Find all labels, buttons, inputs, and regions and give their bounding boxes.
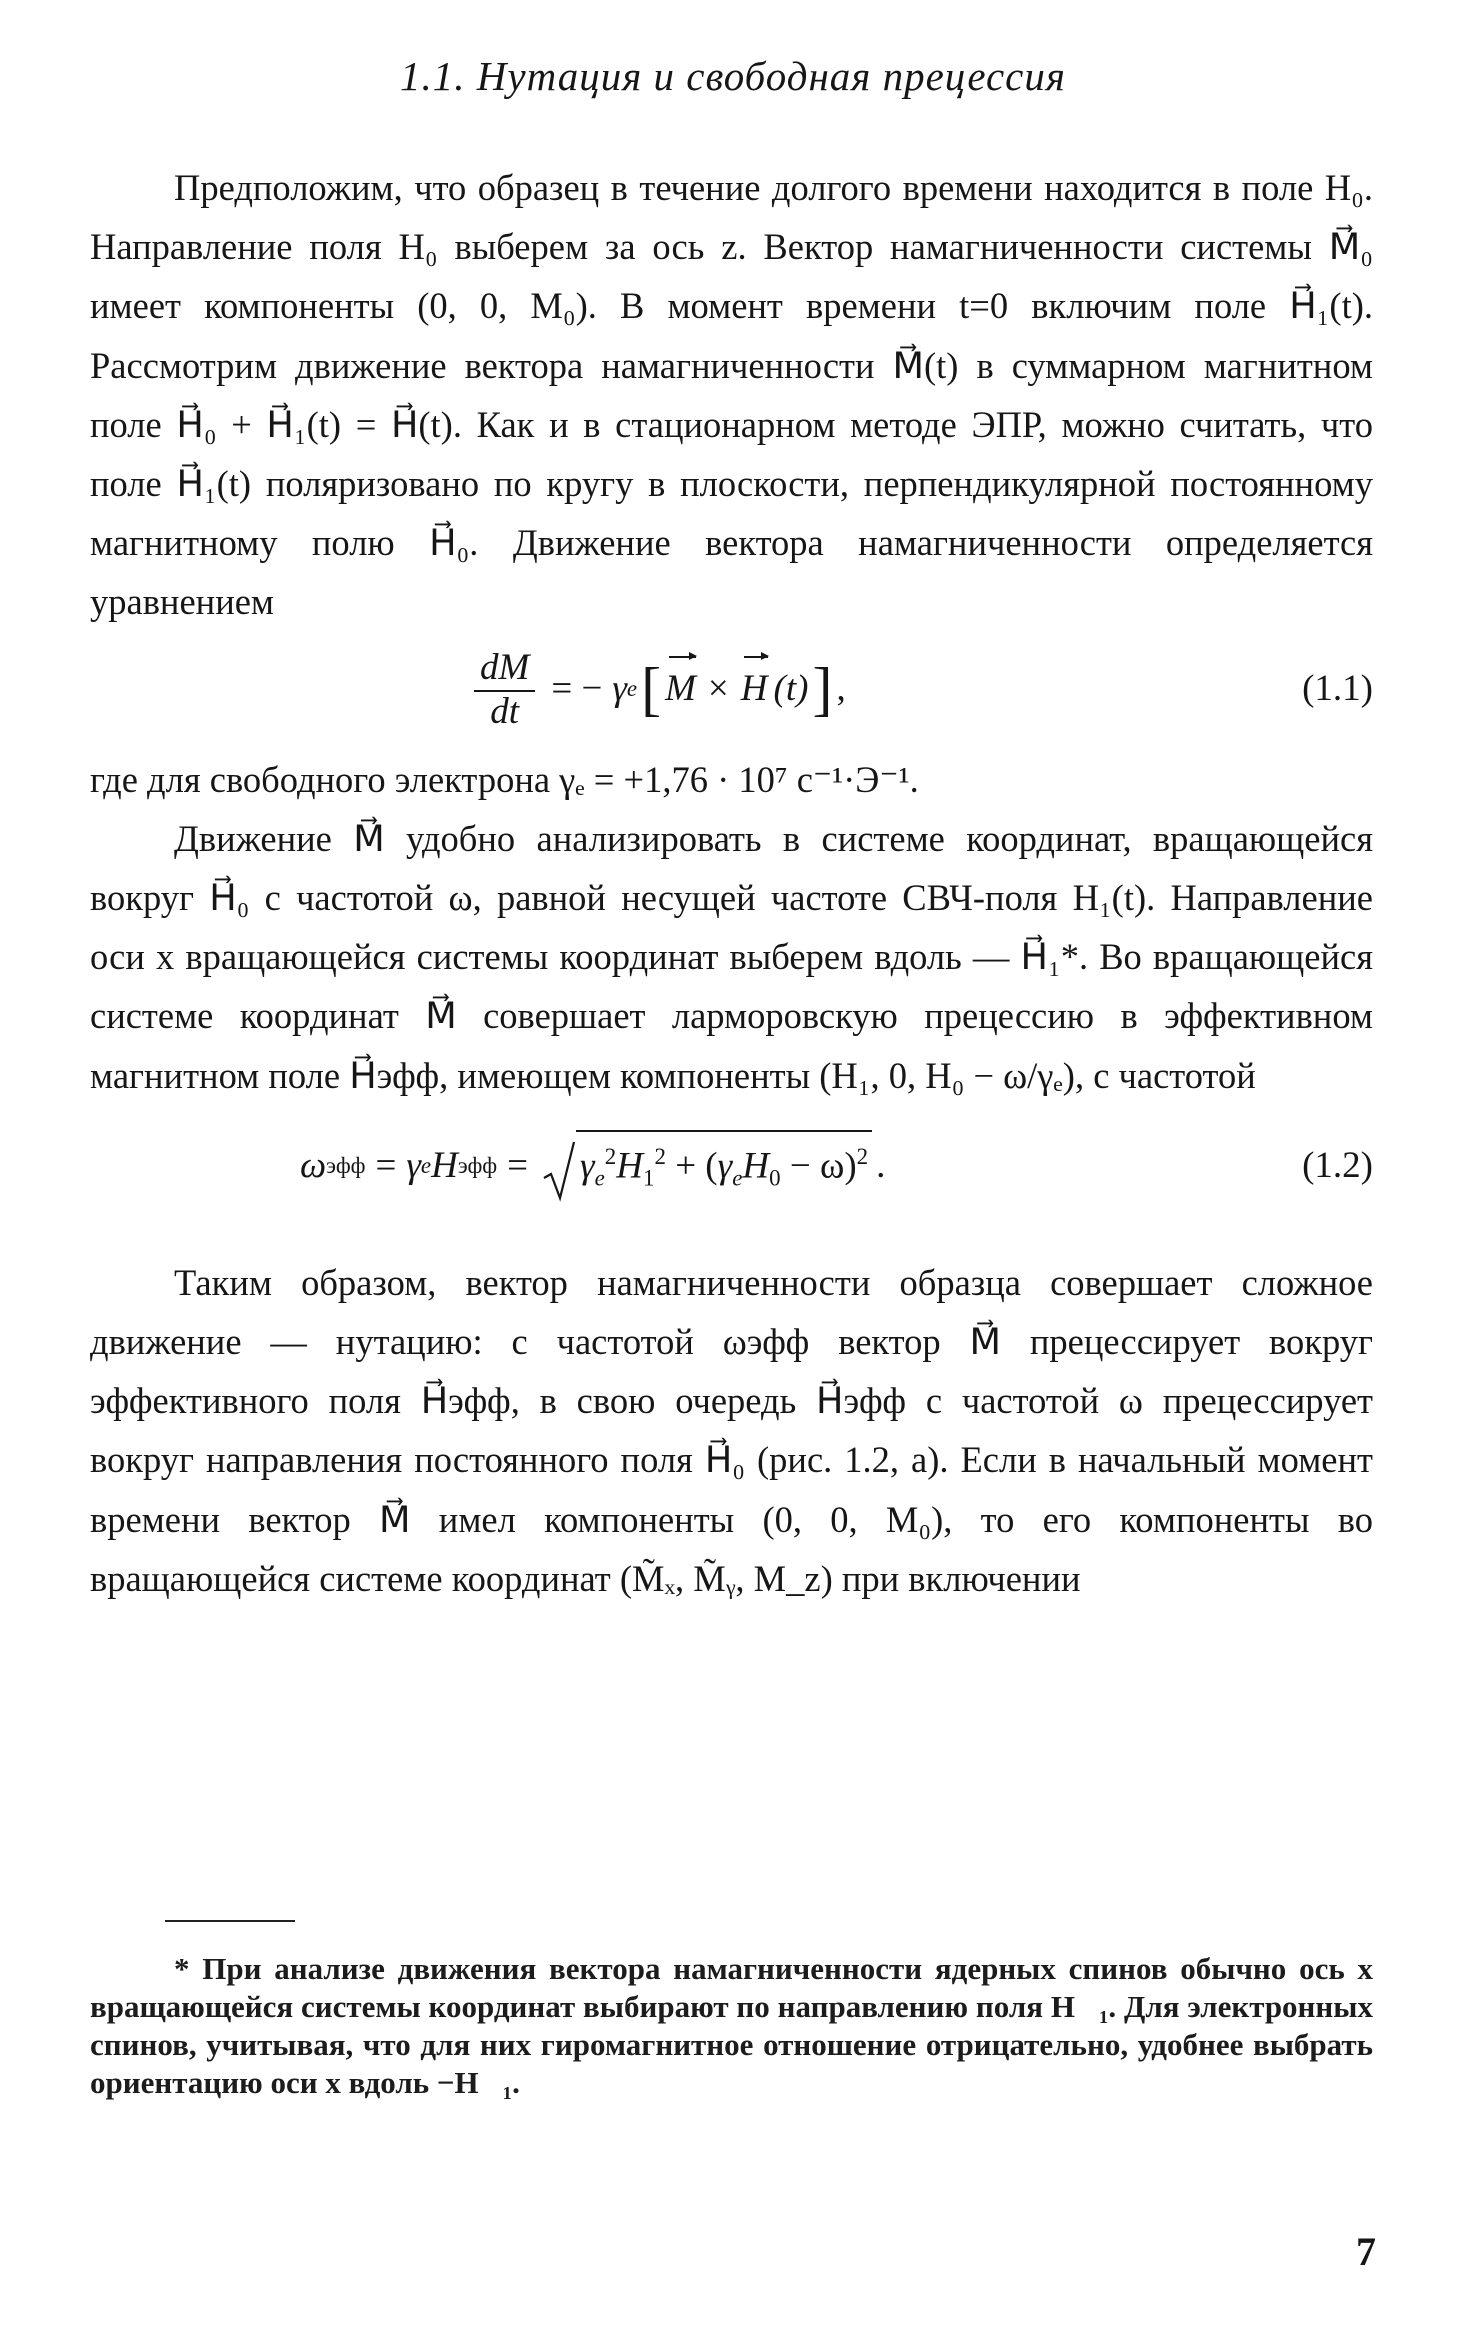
equation-1-1: [90, 634, 1373, 744]
time-argument: (t): [773, 668, 809, 710]
inner-H-sub: 0: [769, 1165, 781, 1191]
derivative-numerator: dM: [474, 646, 535, 692]
equals-sign-2: =: [507, 1145, 529, 1187]
vector-M: M: [665, 659, 696, 718]
radicand-outer-sup: 2: [856, 1143, 869, 1169]
gamma-subscript: e: [626, 676, 638, 702]
equation-1-1-formula: [468, 634, 846, 744]
omega-symbol: ω: [300, 1145, 327, 1187]
derivative-denominator: dt: [490, 690, 520, 732]
equation-1-2-formula: [300, 1107, 885, 1225]
paragraph-4: Таким образом, вектор намагниченности образца совершает сложное движение — нутацию: с частотой ωэфф вектор M⃗ прецессирует вокруг эффективного поля H⃗эфф, в свою очередь H⃗эфф с частотой ω прецессирует вокруг направления постоянного поля H⃗₀ (рис. 1.2, а). Если в начальный момент времени вектор M⃗ имел компоненты (0, 0, M₀), то его компоненты во вращающейся системе координат (M̃ₓ, M̃ᵧ, M_z) при включении: [90, 1261, 1373, 1599]
radicand-plus: + (: [675, 1145, 718, 1187]
equals-minus: = −: [551, 668, 603, 710]
equation-1-1-number: (1.1): [1302, 668, 1373, 710]
paragraph-3: Движение M⃗ удобно анализировать в системе координат, вращающейся вокруг H⃗₀ с частотой ω, равной несущей частоте СВЧ-поля H₁(t). Направление оси x вращающейся системы координат выберем вдоль — H⃗₁*. Во вращающейся системе координат M⃗ совершает ларморовскую прецессию в эффективном магнитном поле H⃗эфф, имеющем компоненты (H₁, 0, H₀ − ω/γₑ), с частотой: [90, 817, 1373, 1096]
cross-product-sign: ×: [707, 668, 729, 710]
gamma-subscript-2: e: [420, 1153, 432, 1179]
right-bracket: ]: [812, 655, 833, 722]
inner-gamma-sub: e: [732, 1165, 743, 1191]
left-bracket: [: [641, 655, 662, 722]
radicand-gamma: γ: [580, 1145, 595, 1187]
paragraph-1: Предположим, что образец в течение долгого времени находится в поле H₀. Направление поля H₀ выберем за ось z. Вектор намагниченности системы M⃗₀ имеет компоненты (0, 0, M₀). В момент времени t=0 включим поле H⃗₁(t). Рассмотрим движение вектора намагниченности M⃗(t) в суммарном магнитном поле H⃗₀ + H⃗₁(t) = H⃗(t). Как и в стационарном методе ЭПР, можно считать, что поле H⃗₁(t) поляризовано по кругу в плоскости, перпендикулярной постоянному магнитному полю H⃗₀. Движение вектора намагниченности определяется уравнением: [90, 167, 1373, 623]
square-root: [542, 1130, 872, 1202]
gamma-symbol: γ: [612, 668, 627, 710]
equation-1-2-period: .: [876, 1145, 886, 1187]
equation-1-2: [90, 1107, 1373, 1225]
derivative-fraction: [474, 646, 535, 732]
equals-sign-1: =: [375, 1145, 397, 1187]
equation-1-2-number: (1.2): [1302, 1145, 1373, 1187]
radicand-H-sub: 1: [643, 1165, 655, 1191]
gamma-symbol-2: γ: [406, 1145, 421, 1187]
footnote-text: * При анализе движения вектора намагниченности ядерных спинов обычно ось x вращающейся системы координат выбирают по направлению поля H⃗₁. Для электронных спинов, учитывая, что для них гиромагнитное отношение отрицательно, удобнее выбрать ориентацию оси x вдоль −H⃗₁.: [90, 1951, 1373, 2100]
omega-subscript: эфф: [326, 1153, 366, 1179]
radicand-gamma-sub: e: [594, 1165, 605, 1191]
radicand-gamma-sup: 2: [604, 1143, 617, 1169]
footnote-separator: [165, 1920, 295, 1922]
inner-H: H: [742, 1145, 770, 1187]
page-number: 7: [1356, 2229, 1376, 2274]
radical-sign-icon: [542, 1140, 576, 1202]
footnote: [90, 1950, 1373, 2102]
main-text: [90, 158, 1373, 1608]
radicand-H: H: [616, 1145, 643, 1187]
paragraph-2: где для свободного электрона γₑ = +1,76 · 10⁷ с⁻¹·Э⁻¹.: [90, 758, 919, 800]
inner-gamma: γ: [717, 1145, 733, 1187]
equation-1-1-comma: ,: [836, 668, 846, 710]
radicand: [576, 1130, 872, 1202]
radicand-H-sup: 2: [654, 1143, 666, 1169]
field-H-subscript: эфф: [457, 1153, 498, 1179]
radicand-minus-omega: − ω): [789, 1145, 857, 1187]
running-header: 1.1. Нутация и свободная прецессия: [400, 53, 1066, 99]
field-H: H: [431, 1145, 458, 1187]
vector-H: H: [741, 659, 768, 718]
